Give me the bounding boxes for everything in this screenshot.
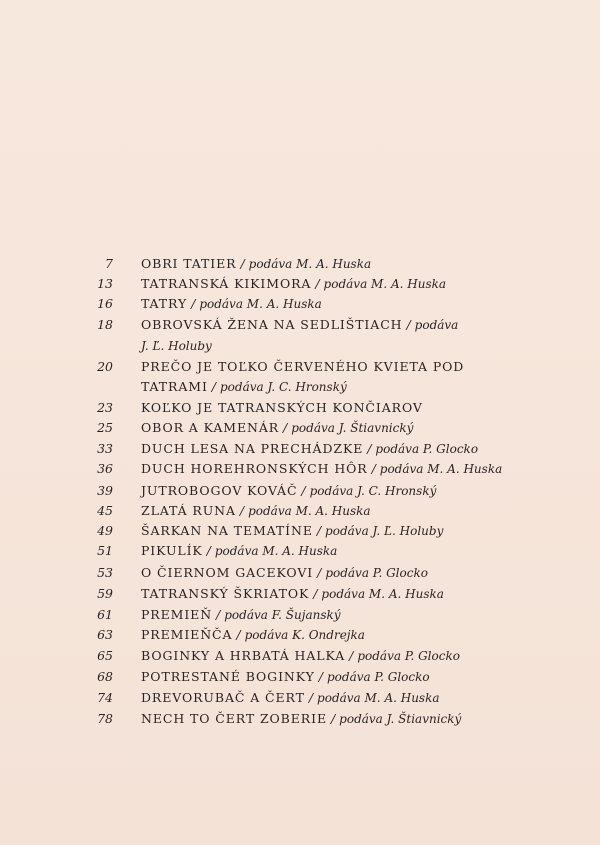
toc-credit: podáva F. Šujanský xyxy=(224,608,341,622)
toc-credit: podáva M. A. Huska xyxy=(214,544,338,558)
toc-credit: podáva K. Ondrejka xyxy=(244,628,365,642)
toc-entry: O ČIERNOM GACEKOVI / podáva P. Glocko xyxy=(141,565,428,580)
toc-row xyxy=(0,461,600,481)
toc-title: PREČO JE TOĽKO ČERVENÉHO KVIETA POD xyxy=(141,359,465,374)
toc-entry: NECH TO ČERT ZOBERIE / podáva J. Štiavnický xyxy=(141,711,462,726)
toc-row xyxy=(0,317,600,337)
toc-entry: OBRI TATIER / podáva M. A. Huska xyxy=(141,256,372,271)
toc-page-number: 20 xyxy=(97,359,113,374)
toc-credit: podáva M. A. Huska xyxy=(199,297,322,311)
toc-title: TATRY xyxy=(141,296,188,311)
toc-entry: POTRESTANÉ BOGINKY / podáva P. Glocko xyxy=(141,669,430,684)
toc-credit: podáva P. Glocko xyxy=(357,649,460,663)
toc-entry: ŠARKAN NA TEMATÍNE / podáva J. Ľ. Holuby xyxy=(141,523,444,538)
toc-page-number: 16 xyxy=(97,296,113,311)
toc-entry xyxy=(141,359,464,374)
toc-title: TATRANSKÁ KIKIMORA xyxy=(141,276,312,291)
toc-row xyxy=(0,586,600,606)
toc-page-number: 68 xyxy=(97,669,113,684)
toc-credit: podáva M. A. Huska xyxy=(248,257,372,271)
toc-row xyxy=(0,441,600,461)
toc-page-number: 53 xyxy=(97,565,113,580)
toc-credit: podáva P. Glocko xyxy=(375,442,479,456)
toc-credit: podáva P. Glocko xyxy=(325,566,428,580)
toc-title: TATRANSKÝ ŠKRIATOK xyxy=(141,586,310,601)
toc-entry xyxy=(141,400,423,415)
toc-row xyxy=(0,607,600,627)
toc-title: POTRESTANÉ BOGINKY xyxy=(141,669,315,684)
toc-row-continuation xyxy=(0,338,600,358)
toc-credit: podáva J. C. Hronský xyxy=(220,380,347,394)
toc-title: ŠARKAN NA TEMATÍNE xyxy=(141,523,313,538)
toc-page-number: 78 xyxy=(97,711,113,726)
toc-title: PIKULÍK xyxy=(141,543,203,558)
toc-title: JUTROBOGOV KOVÁČ xyxy=(141,483,298,498)
toc-page-number: 39 xyxy=(97,483,113,498)
toc-entry: DUCH LESA NA PRECHÁDZKE / podáva P. Glocko xyxy=(141,441,479,456)
toc-row xyxy=(0,690,600,710)
toc-page-number: 65 xyxy=(97,648,113,663)
toc-entry-continuation xyxy=(141,338,212,353)
toc-entry: DUCH HOREHRONSKÝCH HÔR / podáva M. A. Huska xyxy=(141,461,503,476)
toc-title: KOĽKO JE TATRANSKÝCH KONČIAROV xyxy=(141,400,423,415)
toc-row xyxy=(0,276,600,296)
toc-title: OBROVSKÁ ŽENA NA SEDLIŠTIACH xyxy=(141,317,403,332)
toc-entry: JUTROBOGOV KOVÁČ / podáva J. C. Hronský xyxy=(141,483,437,498)
toc-title: DUCH HOREHRONSKÝCH HÔR xyxy=(141,461,368,476)
toc-credit: podáva J. Ľ. Holuby xyxy=(325,524,444,538)
toc-title: PREMIEŇČA xyxy=(141,627,233,642)
toc-entry: ZLATÁ RUNA / podáva M. A. Huska xyxy=(141,503,371,518)
toc-page-number: 45 xyxy=(97,503,113,518)
toc-row xyxy=(0,483,600,503)
toc-page-number: 33 xyxy=(97,441,113,456)
toc-page-number: 61 xyxy=(97,607,113,622)
toc-row xyxy=(0,420,600,440)
toc-credit: podáva M. A. Huska xyxy=(248,504,371,518)
toc-title: TATRAMI xyxy=(141,379,208,394)
toc-page-number: 18 xyxy=(97,317,113,332)
toc-entry: DREVORUBAČ A ČERT / podáva M. A. Huska xyxy=(141,690,440,705)
toc-credit: podáva J. Štiavnický xyxy=(291,421,414,435)
toc-page-number: 49 xyxy=(97,523,113,538)
toc-page-number: 36 xyxy=(97,461,113,476)
toc-credit: podáva M. A. Huska xyxy=(323,277,447,291)
toc-entry: TATRANSKÁ KIKIMORA / podáva M. A. Huska xyxy=(141,276,447,291)
toc-entry: OBROVSKÁ ŽENA NA SEDLIŠTIACH / podáva xyxy=(141,317,459,332)
toc-row xyxy=(0,543,600,563)
toc-credit: J. Ľ. Holuby xyxy=(141,339,212,353)
toc-title: PREMIEŇ xyxy=(141,607,213,622)
toc-title: BOGINKY A HRBATÁ HALKA xyxy=(141,648,346,663)
toc-credit: podáva M. A. Huska xyxy=(321,587,444,601)
toc-row xyxy=(0,565,600,585)
toc-page-number: 13 xyxy=(97,276,113,291)
toc-page-number: 7 xyxy=(105,256,113,271)
toc-entry: PREMIEŇ / podáva F. Šujanský xyxy=(141,607,341,622)
toc-entry: PIKULÍK / podáva M. A. Huska xyxy=(141,543,338,558)
toc-page-number: 59 xyxy=(97,586,113,601)
toc-row xyxy=(0,669,600,689)
toc-row xyxy=(0,648,600,668)
toc-row xyxy=(0,296,600,316)
toc-entry: BOGINKY A HRBATÁ HALKA / podáva P. Glocko xyxy=(141,648,460,663)
toc-entry: TATRY / podáva M. A. Huska xyxy=(141,296,322,311)
toc-credit: podáva J. C. Hronský xyxy=(309,484,437,498)
toc-title: O ČIERNOM GACEKOVI xyxy=(141,565,314,580)
toc-title: DUCH LESA NA PRECHÁDZKE xyxy=(141,441,364,456)
toc-credit: podáva P. Glocko xyxy=(326,670,430,684)
toc-row xyxy=(0,256,600,276)
toc-credit: podáva M. A. Huska xyxy=(317,691,440,705)
toc-row xyxy=(0,400,600,420)
toc-row xyxy=(0,627,600,647)
toc-entry-continuation: TATRAMI / podáva J. C. Hronský xyxy=(141,379,347,394)
toc-row xyxy=(0,503,600,523)
toc-page-number: 63 xyxy=(97,627,113,642)
toc-credit: podáva xyxy=(414,318,459,332)
toc-title: DREVORUBAČ A ČERT xyxy=(141,690,305,705)
toc-credit: podáva J. Štiavnický xyxy=(339,712,462,726)
toc-page-number: 23 xyxy=(97,400,113,415)
toc-title: NECH TO ČERT ZOBERIE xyxy=(141,711,327,726)
toc-page-number: 74 xyxy=(97,690,113,705)
toc-entry: OBOR A KAMENÁR / podáva J. Štiavnický xyxy=(141,420,414,435)
toc-credit: podáva M. A. Huska xyxy=(379,462,503,476)
toc-entry: TATRANSKÝ ŠKRIATOK / podáva M. A. Huska xyxy=(141,586,444,601)
toc-row xyxy=(0,711,600,731)
toc-page-number: 51 xyxy=(97,543,113,558)
toc-page-number: 25 xyxy=(97,420,113,435)
toc-row-continuation xyxy=(0,379,600,399)
toc-entry: PREMIEŇČA / podáva K. Ondrejka xyxy=(141,627,365,642)
toc-row xyxy=(0,359,600,379)
toc-title: OBRI TATIER xyxy=(141,256,237,271)
toc-row xyxy=(0,523,600,543)
toc-title: ZLATÁ RUNA xyxy=(141,503,236,518)
toc-title: OBOR A KAMENÁR xyxy=(141,420,280,435)
